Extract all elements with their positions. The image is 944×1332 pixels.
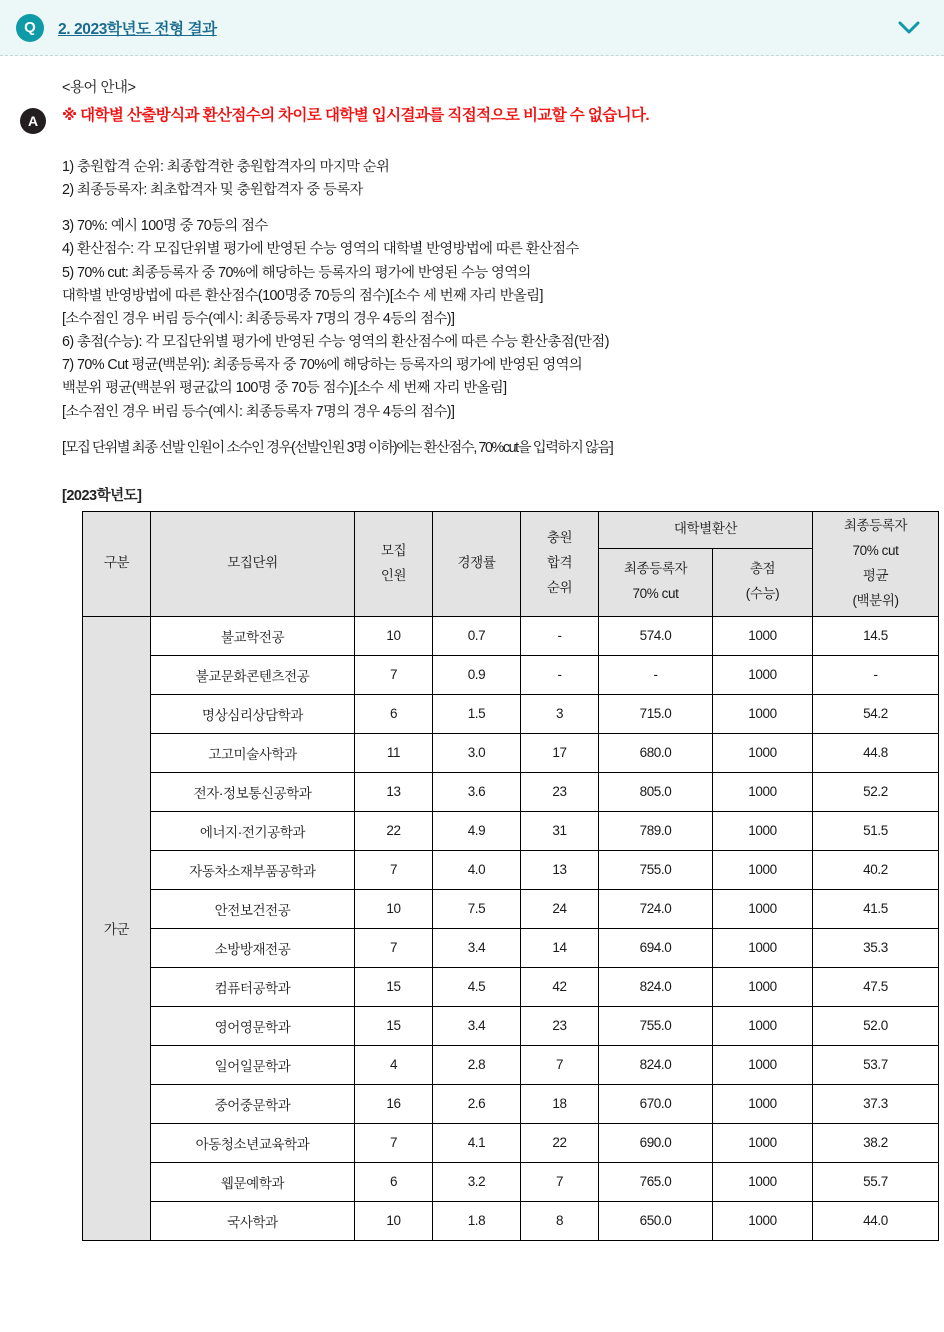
th-avg-line2: 70% cut bbox=[852, 542, 899, 558]
cell-conversion-cut: 755.0 bbox=[599, 1006, 713, 1045]
cell-inwon: 4 bbox=[355, 1045, 433, 1084]
cell-conversion-cut: 694.0 bbox=[599, 928, 713, 967]
cell-avg-percentile: 44.0 bbox=[813, 1201, 939, 1240]
cell-inwon: 7 bbox=[355, 1123, 433, 1162]
cell-total-score: 1000 bbox=[713, 811, 813, 850]
cell-rate: 1.5 bbox=[433, 694, 521, 733]
cell-inwon: 7 bbox=[355, 850, 433, 889]
table-row bbox=[83, 1201, 939, 1240]
accordion-title[interactable]: 2. 2023학년도 전형 결과 bbox=[58, 20, 217, 38]
note-line-3: 3) 70%: 예시 100명 중 70등의 점수 bbox=[62, 218, 268, 235]
th-inwon-line1: 모집 bbox=[380, 542, 407, 558]
table-row bbox=[83, 1006, 939, 1045]
term-guide-label: <용어 안내> bbox=[62, 80, 136, 96]
cell-inwon: 7 bbox=[355, 655, 433, 694]
table-head bbox=[83, 511, 939, 616]
th-avg-line3: 평균 bbox=[862, 567, 889, 583]
cell-inwon: 22 bbox=[355, 811, 433, 850]
cell-rank: - bbox=[521, 655, 599, 694]
note-line-7c: [소수점인 경우 버림 등수(예시: 최종등록자 7명의 경우 4등의 점수)] bbox=[62, 403, 455, 420]
cell-unit: 안전보건전공 bbox=[151, 889, 355, 928]
cell-unit: 일어일문학과 bbox=[151, 1045, 355, 1084]
note-line-7a: 7) 70% Cut 평균(백분위): 최종등록자 중 70%에 해당하는 등록자의 평가에 반영된 영역의 bbox=[62, 357, 583, 374]
th-total-line2: (수능) bbox=[745, 586, 780, 602]
cell-unit: 불교문화콘텐츠전공 bbox=[151, 655, 355, 694]
cell-conversion-cut: 824.0 bbox=[599, 967, 713, 1006]
cell-total-score: 1000 bbox=[713, 1162, 813, 1201]
th-final-avg bbox=[813, 511, 939, 616]
warning-row bbox=[20, 107, 924, 134]
cell-conversion-cut: 574.0 bbox=[599, 616, 713, 655]
cell-rank: 31 bbox=[521, 811, 599, 850]
cell-conversion-cut: 650.0 bbox=[599, 1201, 713, 1240]
chevron-down-icon[interactable] bbox=[896, 15, 922, 41]
cell-inwon: 13 bbox=[355, 772, 433, 811]
cell-unit: 소방방재전공 bbox=[151, 928, 355, 967]
table-row bbox=[83, 616, 939, 655]
cell-conversion-cut: 715.0 bbox=[599, 694, 713, 733]
notes-spacer-2 bbox=[62, 424, 924, 437]
cell-avg-percentile: 14.5 bbox=[813, 616, 939, 655]
cell-total-score: 1000 bbox=[713, 928, 813, 967]
cell-total-score: 1000 bbox=[713, 1201, 813, 1240]
cell-conversion-cut: 670.0 bbox=[599, 1084, 713, 1123]
note-line-5c: [소수점인 경우 버림 등수(예시: 최종등록자 7명의 경우 4등의 점수)] bbox=[62, 310, 455, 327]
cell-rate: 1.8 bbox=[433, 1201, 521, 1240]
cell-rate: 3.4 bbox=[433, 928, 521, 967]
cell-inwon: 15 bbox=[355, 967, 433, 1006]
cell-unit: 자동차소재부품공학과 bbox=[151, 850, 355, 889]
cell-total-score: 1000 bbox=[713, 733, 813, 772]
th-group-conversion: 대학별환산 bbox=[599, 511, 813, 548]
cell-total-score: 1000 bbox=[713, 772, 813, 811]
cell-conversion-cut: 755.0 bbox=[599, 850, 713, 889]
notes-spacer bbox=[62, 202, 924, 215]
cell-rate: 3.0 bbox=[433, 733, 521, 772]
th-rank-line1: 충원 bbox=[546, 530, 573, 546]
cell-inwon: 10 bbox=[355, 889, 433, 928]
cell-unit: 불교학전공 bbox=[151, 616, 355, 655]
answer-body bbox=[0, 56, 944, 1241]
th-avg-line4: (백분위) bbox=[852, 592, 899, 608]
cell-rank: 13 bbox=[521, 850, 599, 889]
table-caption: [2023학년도] bbox=[62, 487, 142, 504]
cell-total-score: 1000 bbox=[713, 616, 813, 655]
cell-avg-percentile: 44.8 bbox=[813, 733, 939, 772]
cell-inwon: 7 bbox=[355, 928, 433, 967]
cell-conversion-cut: 805.0 bbox=[599, 772, 713, 811]
table-row bbox=[83, 1084, 939, 1123]
cell-rate: 3.6 bbox=[433, 772, 521, 811]
cell-avg-percentile: 52.0 bbox=[813, 1006, 939, 1045]
th-conv-line2: 70% cut bbox=[632, 586, 679, 602]
th-total-score bbox=[713, 548, 813, 616]
cell-unit: 에너지·전기공학과 bbox=[151, 811, 355, 850]
table-row bbox=[83, 1045, 939, 1084]
table-body bbox=[83, 616, 939, 1240]
cell-rank: 22 bbox=[521, 1123, 599, 1162]
cell-total-score: 1000 bbox=[713, 1006, 813, 1045]
cell-rate: 0.7 bbox=[433, 616, 521, 655]
cell-rate: 4.9 bbox=[433, 811, 521, 850]
cell-unit: 고고미술사학과 bbox=[151, 733, 355, 772]
th-total-line1: 총점 bbox=[749, 561, 776, 577]
cell-avg-percentile: 47.5 bbox=[813, 967, 939, 1006]
cell-rank: 7 bbox=[521, 1045, 599, 1084]
cell-inwon: 10 bbox=[355, 616, 433, 655]
cell-rate: 2.8 bbox=[433, 1045, 521, 1084]
table-row bbox=[83, 1162, 939, 1201]
cell-unit: 영어영문학과 bbox=[151, 1006, 355, 1045]
table-row bbox=[83, 967, 939, 1006]
th-unit: 모집단위 bbox=[151, 511, 355, 616]
note-line-6: 6) 총점(수능): 각 모집단위별 평가에 반영된 수능 영역의 환산점수에 따른 수능 환산총점(만점) bbox=[62, 334, 609, 351]
cell-avg-percentile: - bbox=[813, 655, 939, 694]
th-inwon-line2: 인원 bbox=[380, 567, 407, 583]
cell-rate: 2.6 bbox=[433, 1084, 521, 1123]
note-line-5b: 대학별 반영방법에 따른 환산점수(100명중 70등의 점수)[소수 세 번째 자리 반올림] bbox=[62, 287, 543, 304]
cell-unit: 아동청소년교육학과 bbox=[151, 1123, 355, 1162]
cell-avg-percentile: 35.3 bbox=[813, 928, 939, 967]
cell-rate: 4.1 bbox=[433, 1123, 521, 1162]
cell-unit: 웹문예학과 bbox=[151, 1162, 355, 1201]
cell-total-score: 1000 bbox=[713, 694, 813, 733]
question-badge-icon: Q bbox=[16, 14, 44, 42]
th-conversion-cut bbox=[599, 548, 713, 616]
cell-rate: 4.0 bbox=[433, 850, 521, 889]
th-avg-line1: 최종등록자 bbox=[843, 517, 908, 533]
table-row bbox=[83, 850, 939, 889]
note-line-2: 2) 최종등록자: 최초합격자 및 충원합격자 중 등록자 bbox=[62, 182, 363, 199]
cell-rank: 23 bbox=[521, 772, 599, 811]
table-row bbox=[83, 889, 939, 928]
cell-inwon: 6 bbox=[355, 694, 433, 733]
cell-rank: 7 bbox=[521, 1162, 599, 1201]
cell-avg-percentile: 53.7 bbox=[813, 1045, 939, 1084]
cell-conversion-cut: 690.0 bbox=[599, 1123, 713, 1162]
admission-results-table bbox=[82, 511, 939, 1241]
accordion-header[interactable] bbox=[0, 0, 944, 56]
cell-unit: 명상심리상담학과 bbox=[151, 694, 355, 733]
cell-total-score: 1000 bbox=[713, 850, 813, 889]
table-row bbox=[83, 733, 939, 772]
cell-total-score: 1000 bbox=[713, 1084, 813, 1123]
th-rate: 경쟁률 bbox=[433, 511, 521, 616]
cell-total-score: 1000 bbox=[713, 1045, 813, 1084]
table-row bbox=[83, 811, 939, 850]
cell-rate: 7.5 bbox=[433, 889, 521, 928]
cell-inwon: 11 bbox=[355, 733, 433, 772]
answer-badge-icon: A bbox=[20, 108, 46, 134]
cell-total-score: 1000 bbox=[713, 1123, 813, 1162]
cell-inwon: 10 bbox=[355, 1201, 433, 1240]
th-gubun: 구분 bbox=[83, 511, 151, 616]
cell-rank: 17 bbox=[521, 733, 599, 772]
cell-rank: 24 bbox=[521, 889, 599, 928]
cell-rank: 8 bbox=[521, 1201, 599, 1240]
cell-avg-percentile: 55.7 bbox=[813, 1162, 939, 1201]
cell-rank: 23 bbox=[521, 1006, 599, 1045]
note-line-7b: 백분위 평균(백분위 평균값의 100명 중 70등 점수)[소수 세 번째 자리 반올림] bbox=[62, 380, 507, 397]
cell-conversion-cut: 724.0 bbox=[599, 889, 713, 928]
table-row bbox=[83, 772, 939, 811]
cell-avg-percentile: 40.2 bbox=[813, 850, 939, 889]
cell-avg-percentile: 37.3 bbox=[813, 1084, 939, 1123]
th-conv-line1: 최종등록자 bbox=[623, 561, 688, 577]
cell-rate: 0.9 bbox=[433, 655, 521, 694]
cell-avg-percentile: 41.5 bbox=[813, 889, 939, 928]
th-inwon bbox=[355, 511, 433, 616]
table-row bbox=[83, 655, 939, 694]
cell-inwon: 16 bbox=[355, 1084, 433, 1123]
table-row bbox=[83, 928, 939, 967]
table-row bbox=[83, 1123, 939, 1162]
cell-inwon: 15 bbox=[355, 1006, 433, 1045]
cell-total-score: 1000 bbox=[713, 967, 813, 1006]
note-line-4: 4) 환산점수: 각 모집단위별 평가에 반영된 수능 영역의 대학별 반영방법에 따른 환산점수 bbox=[62, 241, 579, 258]
cell-gubun-group: 가군 bbox=[83, 616, 151, 1240]
cell-unit: 중어중문학과 bbox=[151, 1084, 355, 1123]
th-rank-line3: 순위 bbox=[546, 580, 573, 596]
cell-unit: 전자·정보통신공학과 bbox=[151, 772, 355, 811]
cell-unit: 국사학과 bbox=[151, 1201, 355, 1240]
cell-rank: 14 bbox=[521, 928, 599, 967]
cell-rank: - bbox=[521, 616, 599, 655]
cell-total-score: 1000 bbox=[713, 889, 813, 928]
cell-rate: 3.2 bbox=[433, 1162, 521, 1201]
th-rank bbox=[521, 511, 599, 616]
cell-rank: 3 bbox=[521, 694, 599, 733]
cell-avg-percentile: 54.2 bbox=[813, 694, 939, 733]
cell-unit: 컴퓨터공학과 bbox=[151, 967, 355, 1006]
note-line-8: [모집 단위별 최종 선발 인원이 소수인 경우(선발인원 3명 이하)에는 환산점수, 70%cut을 입력하지 않음] bbox=[62, 439, 613, 456]
cell-conversion-cut: 680.0 bbox=[599, 733, 713, 772]
th-rank-line2: 합격 bbox=[546, 555, 573, 571]
cell-total-score: 1000 bbox=[713, 655, 813, 694]
notes-block bbox=[62, 156, 924, 460]
note-line-1: 1) 충원합격 순위: 최종합격한 충원합격자의 마지막 순위 bbox=[62, 159, 390, 175]
warning-text: ※ 대학별 산출방식과 환산점수의 차이로 대학별 입시결과를 직접적으로 비교할 수 없습니다. bbox=[62, 107, 650, 124]
cell-conversion-cut: 824.0 bbox=[599, 1045, 713, 1084]
cell-conversion-cut: 765.0 bbox=[599, 1162, 713, 1201]
cell-rank: 42 bbox=[521, 967, 599, 1006]
cell-avg-percentile: 38.2 bbox=[813, 1123, 939, 1162]
cell-inwon: 6 bbox=[355, 1162, 433, 1201]
cell-conversion-cut: - bbox=[599, 655, 713, 694]
cell-rate: 4.5 bbox=[433, 967, 521, 1006]
note-line-5a: 5) 70% cut: 최종등록자 중 70%에 해당하는 등록자의 평가에 반영된 수능 영역의 bbox=[62, 264, 531, 281]
cell-conversion-cut: 789.0 bbox=[599, 811, 713, 850]
table-header-row-1 bbox=[83, 511, 939, 548]
cell-rate: 3.4 bbox=[433, 1006, 521, 1045]
cell-avg-percentile: 51.5 bbox=[813, 811, 939, 850]
table-row bbox=[83, 694, 939, 733]
cell-rank: 18 bbox=[521, 1084, 599, 1123]
cell-avg-percentile: 52.2 bbox=[813, 772, 939, 811]
